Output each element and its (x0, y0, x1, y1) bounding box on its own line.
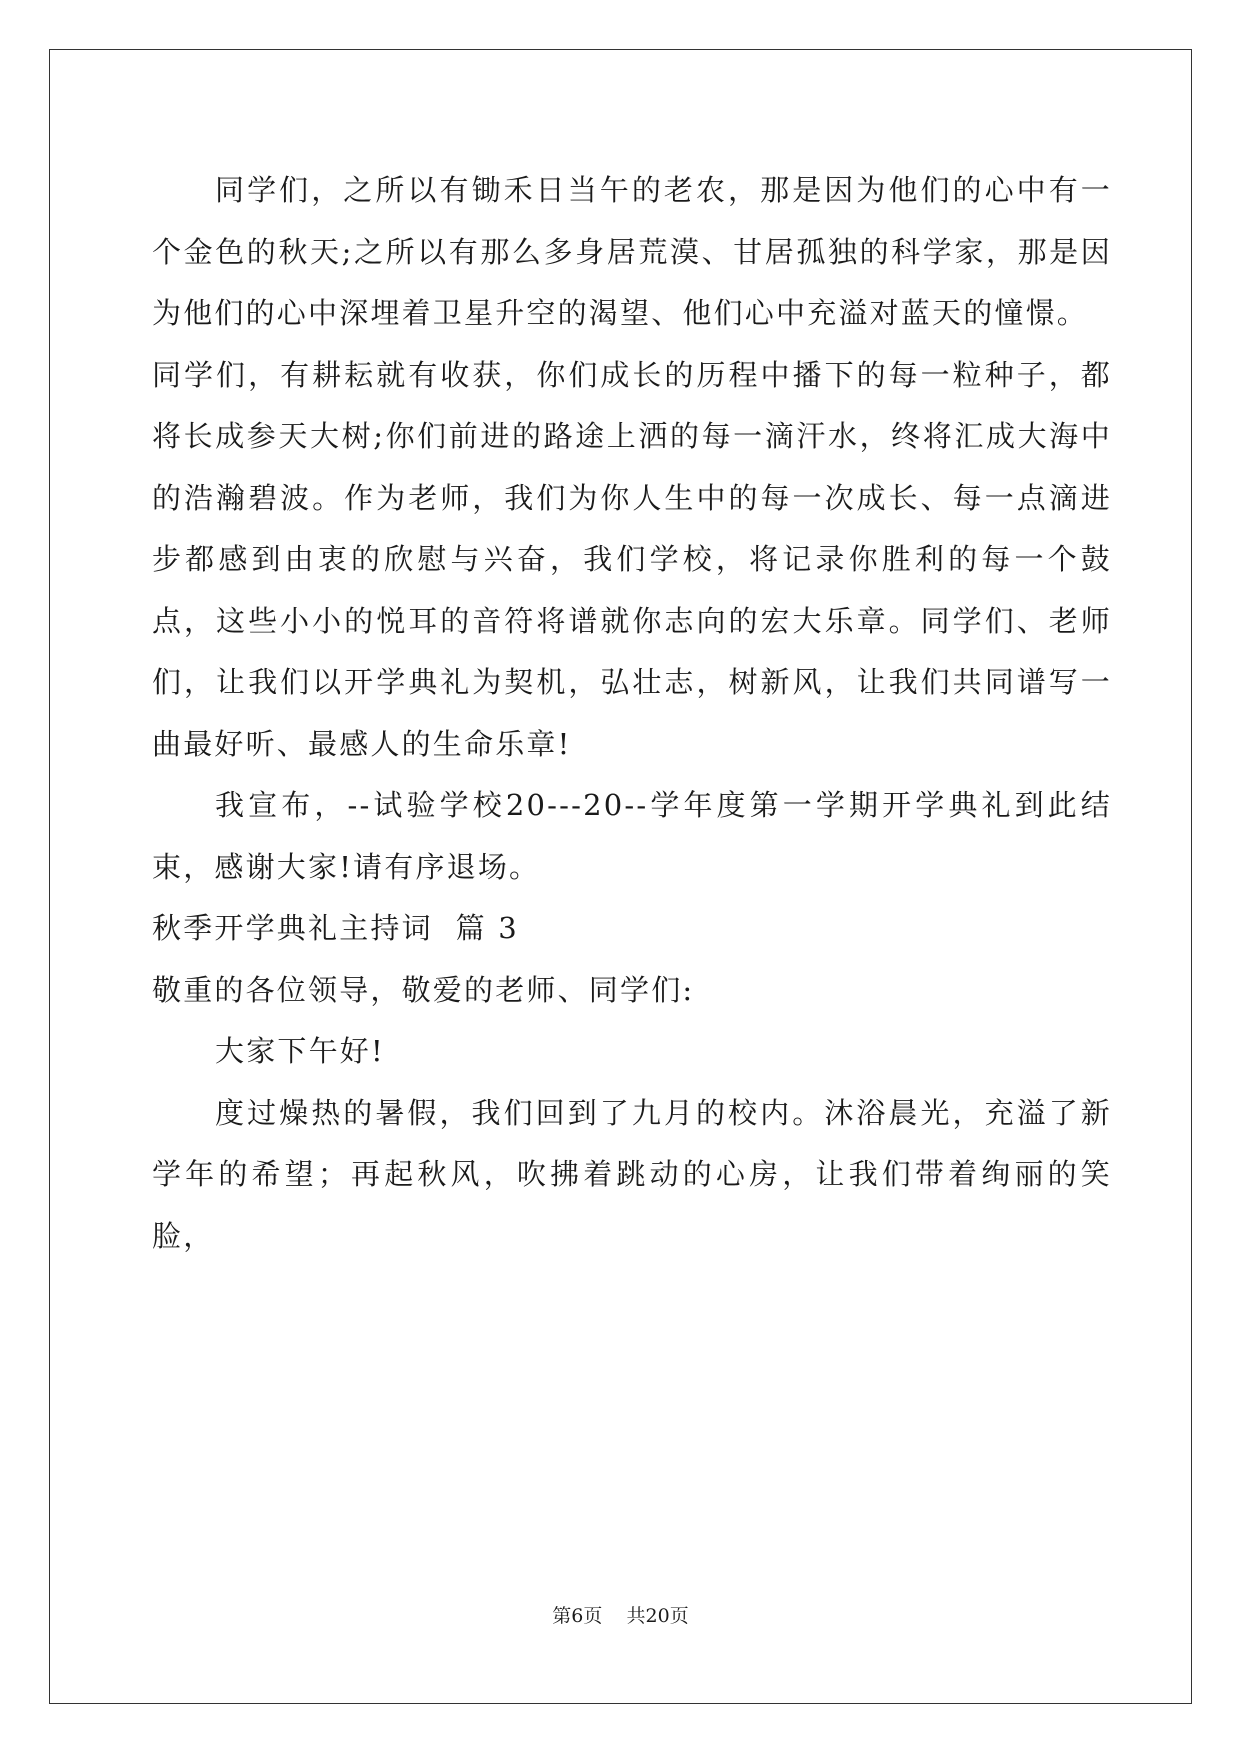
page-number-footer: 第6页 共20页 (552, 1605, 689, 1627)
salutation: 敬重的各位领导，敬爱的老师、同学们: (152, 972, 695, 1007)
paragraph-2: 同学们，有耕耘就有收获，你们成长的历程中播下的每一粒种子，都将长成参天大树;你们前进的路途上洒的每一滴汗水，终将汇成大海中的浩瀚碧波。作为老师，我们为你人生中的每一次成长、每一点滴进步都感到由衷的欣慰与兴奋，我们学校，将记录你胜利的每一个鼓点，这些小小的悦耳的音符将谱就你志向的宏大乐章。同学们、老师们，让我们以开学典礼为契机，弘壮志，树新风，让我们共同谱写一曲最好听、最感人的生命乐章! (152, 357, 1112, 761)
paragraph-3: 我宣布，--试验学校20---20--学年度第一学期开学典礼到此结束，感谢大家!请有序退场。 (152, 788, 1112, 884)
section-heading: 秋季开学典礼主持词 篇 3 (152, 911, 519, 945)
greeting: 大家下午好! (215, 1034, 385, 1068)
document-body (152, 160, 1112, 1267)
paragraph-1: 同学们，之所以有锄禾日当午的老农，那是因为他们的心中有一个金色的秋天;之所以有那么多身居荒漠、甘居孤独的科学家，那是因为他们的心中深埋着卫星升空的渴望、他们心中充溢对蓝天的憧憬。 (152, 173, 1112, 330)
paragraph-4: 度过燥热的暑假，我们回到了九月的校内。沐浴晨光，充溢了新学年的希望；再起秋风，吹拂着跳动的心房，让我们带着绚丽的笑脸， (152, 1095, 1112, 1253)
